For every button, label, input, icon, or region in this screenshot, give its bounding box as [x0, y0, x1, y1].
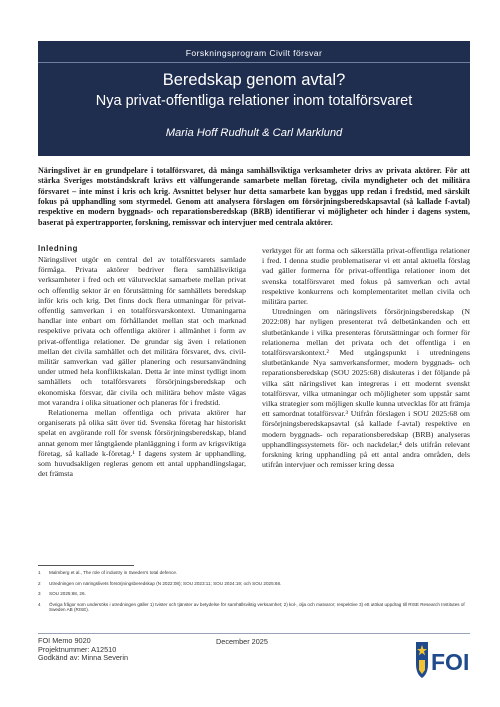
title-banner — [38, 41, 470, 156]
paragraph: Utredningen om näringslivets försörjningsberedskap (N 2022:08) har nyligen presenterat två delbetänkanden och ett slutbetänkande i vilka presenteras förutsättningar och former för relationerna mellan det privata och det offentliga i en totalförsvarskontext.² Med utgångspunkt i utredningens slutbetänkande Nya samverkansformer, modern byggnads- och reparationsberedskap (SOU 2025:68) diskuteras i det följande på vilka sätt näringslivet kan integreras i ett modernt svenskt totalförsvar, vilka utmaningar och möjligheter som uppstår samt vilka strategier som möjligen skulle kunna utvecklas för att främja ett samordnat totalförsvar.³ Utifrån förslagen i SOU 2025:68 om försörjningsberedskapsavtal (så kallade f-avtal) respektive en modern byggnads- och reparationsberedskap (BRB) analyseras upphandlingssystemets för- och nackdelar,⁴ dels utifrån relevant forskning kring upphandling på ett antal andra områden, dels utifrån intervjuer och remisser kring dessa — [262, 307, 470, 470]
publication-date: December 2025 — [216, 637, 268, 646]
footnote-text: Malmberg et al., The role of industry in Sweden's total defence. — [49, 570, 178, 575]
abstract: Näringslivet är en grundpelare i totalförsvaret, då många samhällsviktiga verksamheter drivs av privata aktörer. För att stärka Sveriges motståndskraft krävs ett välfungerande samarbete mellan företag, civila myndigheter och det militära försvaret – inte minst i kris och krig. Avsnittet belyser hur detta samarbete kan byggas upp redan i fredstid, med särskilt fokus på upphandling som styrmedel. Genom att analysera förslagen om försörjningsberedskapsavtal (så kallade f-avtal) respektive en modern byggnads- och reparationsberedskap (BRB) identifierar vi möjligheter och hinder i dagens system, baserat på expertrapporter, forskning, remissvar och intervjuer med centrala aktörer. — [38, 166, 470, 227]
section-heading: Inledning — [38, 244, 79, 253]
project-number: Projektnummer: A12510 — [38, 644, 117, 654]
footnote-text: SOU 2025:68, 26. — [49, 591, 86, 597]
paragraph: verktyget för att forma och säkerställa privat-offentliga relationer i fred. I denna studie problematiserar vi ett antal aktuella förslag vad gäller formerna för privat-offentliga relationer inom det svenska totalförsvaret med fokus på samverkan och avtal respektive konkurrens och komplementaritet mellan civila och militära parter. — [262, 246, 470, 307]
footnote — [38, 602, 470, 613]
footer-divider — [38, 633, 470, 634]
document-subtitle: Nya privat-offentliga relationer inom totalförsvaret — [95, 93, 413, 109]
paragraph: Näringslivet utgör en central del av totalförsvarets samlade förmåga. Privata aktörer bedriver flera samhällsviktiga verksamheter i fred och ett välutvecklat samarbete mellan privat och offentlig sektor är en förutsättning för samhällets beredskap inför kris och krig. Det finns dock flera utmaningar för privat-offentlig samverkan i en totalförsvarskontext. Utmaningarna handlar inte enbart om förhållandet mellan stat och marknad respektive privata och offentliga aktörer i allmänhet i form av privat-offentliga relationer. De grundar sig även i relationen mellan det civila samhället och det militära försvaret, dvs. civil-militär samverkan vad gäller planering och resursanvändning under utmed hela konfliktskalan. Detta är inte minst tydligt inom samhällets och totalförsvarets försörjningsberedskap och ekonomiska försvar, där civila och militära behov måste vägas mot varandra i olika situationer och planeras för i fredstid. — [38, 255, 246, 407]
footnote — [38, 581, 470, 587]
footnote-number: 1 — [38, 570, 41, 575]
banner-divider — [38, 62, 470, 63]
memo-number: FOI Memo 9020 — [38, 636, 91, 645]
footnote — [38, 570, 470, 576]
foi-logo — [414, 636, 472, 682]
footer-meta — [38, 637, 128, 663]
approved-by: Godkänd av: Minna Severin — [38, 653, 129, 663]
footnote — [38, 591, 470, 597]
logo-wordmark: FOI — [431, 649, 470, 675]
footnote-number: 3 — [38, 591, 41, 597]
footnote-text: Övriga frågor som undersöks i utredningen gäller 1) tvister och tjänster av betydelse för samhällsviktig verksamhet; 2) kol-, olja och matvaror; respektive 3) ett utökat uppdrag till RISE Research Institutes of Sweden AB (RISE). — [49, 601, 465, 613]
program-label: Forskningsprogram Civilt försvar — [185, 48, 323, 58]
footnotes — [38, 570, 470, 618]
document-title: Beredskap genom avtal? — [162, 71, 346, 89]
footnote-number: 4 — [38, 601, 41, 607]
footnote-number: 2 — [38, 580, 41, 586]
body-column-left — [38, 243, 246, 479]
authors: Maria Hoff Rudhult & Carl Marklund — [165, 127, 343, 139]
paragraph: Relationerna mellan offentliga och privata aktörer har organiserats på olika sätt över tid. Svenska företag har historiskt spelat en avgörande roll för svensk försörjningsberedskap, bland annat genom mer långtgående planläggning i form av krigsviktiga företag, så kallade k-företag.¹ I dagens system är upphandling, som huvudsakligen regleras genom ett antal upphandlingslagar, det främsta — [38, 408, 246, 479]
body-column-right — [262, 246, 470, 470]
footnote-divider — [38, 565, 134, 566]
footnote-text: Utredningen om näringslivets försörjningsberedskap (N 2022:08); SOU 2023:11; SOU 2024:19; och SOU 2025:68. — [49, 580, 282, 586]
